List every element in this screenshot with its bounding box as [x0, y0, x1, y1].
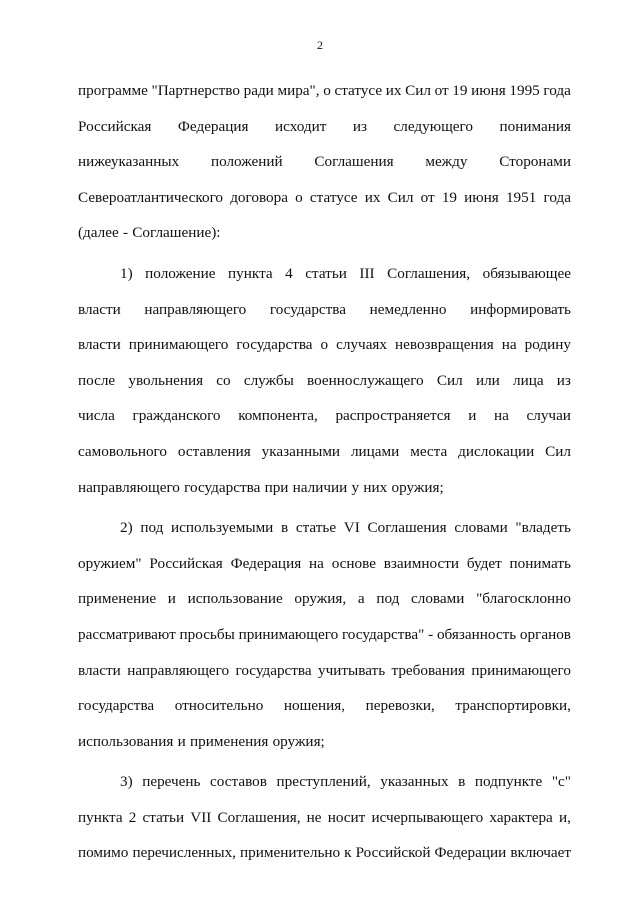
word: составов — [210, 773, 267, 791]
text-line — [78, 256, 571, 292]
word: Сил — [545, 442, 571, 460]
word: характера — [489, 808, 553, 826]
word: о — [320, 336, 329, 354]
word: перевозки, — [365, 697, 435, 715]
text-line — [78, 292, 571, 328]
word: Российской — [355, 844, 431, 862]
text-line — [78, 434, 571, 470]
word: будет — [466, 554, 502, 572]
word: носит — [327, 808, 366, 826]
word: при — [264, 478, 289, 496]
word: понимания — [499, 117, 571, 135]
word: нижеуказанных — [78, 153, 180, 171]
word: власти — [78, 661, 121, 679]
word: года — [543, 188, 571, 206]
word: на — [309, 554, 324, 572]
word: после — [78, 371, 116, 389]
word: государства — [78, 697, 155, 715]
word: перечень — [142, 773, 201, 791]
word: оружия, — [294, 590, 347, 608]
word: принимающего — [471, 661, 571, 679]
word: взаимности — [383, 554, 460, 572]
word: Североатлантического — [78, 188, 224, 206]
word: направляющего — [78, 478, 180, 496]
word: Федерация — [230, 554, 302, 572]
text-line — [78, 144, 571, 180]
word: "с" — [551, 773, 571, 791]
word: применительно — [240, 844, 341, 862]
paragraph-item-2 — [78, 510, 571, 759]
word: статье — [295, 519, 337, 537]
word: Сил — [387, 188, 414, 206]
word: государства — [235, 661, 312, 679]
word: лицами — [350, 442, 400, 460]
text-line — [78, 398, 571, 434]
word: включает — [510, 844, 571, 862]
word: применение — [78, 590, 157, 608]
word: под — [376, 590, 400, 608]
word: учитывать — [318, 661, 386, 679]
word: власти — [78, 300, 121, 318]
word: на — [501, 336, 517, 354]
text-line — [78, 73, 571, 109]
word: статусе — [309, 188, 358, 206]
word: III — [359, 264, 375, 282]
text-line — [78, 764, 571, 800]
word: Российская — [149, 554, 223, 572]
word: распространяется — [335, 407, 451, 425]
word: VII — [190, 808, 212, 826]
word: оружия; — [272, 732, 325, 750]
word: Сил — [405, 82, 431, 99]
word: 2) — [120, 519, 133, 537]
text-line — [78, 800, 571, 836]
word: "Партнерство — [151, 82, 240, 99]
word: немедленно — [369, 300, 447, 318]
word: 19 — [452, 82, 468, 99]
word: военнослужащего — [307, 371, 424, 389]
word: "владеть — [515, 519, 571, 537]
text-line — [78, 835, 571, 871]
word: дислокации — [458, 442, 535, 460]
word: "благосклонно — [476, 590, 571, 608]
word: понимать — [509, 554, 571, 572]
word: обязанность — [436, 625, 517, 643]
word: случаи — [526, 407, 571, 425]
word: о — [295, 188, 303, 206]
word: лица — [513, 371, 544, 389]
text-line — [78, 470, 571, 506]
word: и — [167, 590, 176, 608]
word: самовольного — [78, 442, 168, 460]
word: - — [428, 625, 434, 643]
word: оставления — [177, 442, 251, 460]
word: власти — [78, 336, 121, 354]
word: службы — [243, 371, 294, 389]
word: о — [323, 82, 331, 99]
word: а — [357, 590, 365, 608]
word: Сил — [436, 371, 463, 389]
text-line — [78, 581, 571, 617]
word: следующего — [393, 117, 473, 135]
word: и — [468, 407, 477, 425]
word: преступлений, — [276, 773, 371, 791]
word: или — [475, 371, 500, 389]
word: органов — [519, 625, 571, 643]
word: между — [425, 153, 468, 171]
word: в — [281, 519, 289, 537]
paragraph-item-1 — [78, 256, 571, 505]
word: 1995 — [509, 82, 540, 99]
word: родину — [524, 336, 571, 354]
word: Соглашение): — [132, 224, 221, 242]
word: обязывающее — [482, 264, 571, 282]
word: не — [306, 808, 322, 826]
word: 4 — [285, 264, 293, 282]
word: и, — [558, 808, 571, 826]
text-line — [78, 617, 571, 653]
word: указанных — [380, 773, 449, 791]
word: транспортировки, — [455, 697, 571, 715]
word: помимо — [78, 844, 129, 862]
word: Федерации — [434, 844, 507, 862]
word: программе — [78, 82, 148, 99]
word: случаях — [336, 336, 388, 354]
word: положений — [210, 153, 283, 171]
word: государства" — [341, 625, 425, 643]
word: оружия; — [391, 478, 444, 496]
word: информировать — [470, 300, 571, 318]
word: ради — [243, 82, 274, 99]
word: пункта — [228, 264, 273, 282]
word: словами — [454, 519, 508, 537]
word: используемыми — [171, 519, 274, 537]
word: просьбы — [179, 625, 235, 643]
word: использования — [78, 732, 174, 750]
word: статусе — [334, 82, 383, 99]
word: основе — [331, 554, 376, 572]
word: словами — [411, 590, 465, 608]
word: места — [410, 442, 448, 460]
word: от — [420, 188, 435, 206]
word: июня — [471, 82, 506, 99]
word: от — [434, 82, 449, 99]
word: и — [177, 732, 186, 750]
word: направляющего — [144, 300, 247, 318]
word: принимающего — [128, 336, 229, 354]
word: статьи — [142, 808, 185, 826]
word: их — [385, 82, 402, 99]
word: подпункте — [474, 773, 543, 791]
word: Соглашения — [367, 519, 447, 537]
word: под — [140, 519, 164, 537]
word: требования — [391, 661, 465, 679]
text-line — [78, 363, 571, 399]
word: Соглашения, — [387, 264, 471, 282]
word: - — [122, 224, 129, 242]
word: мира", — [277, 82, 320, 99]
word: 1951 — [505, 188, 537, 206]
word: государства — [269, 300, 347, 318]
word: (далее — [78, 224, 119, 242]
word: статьи — [305, 264, 347, 282]
word: на — [493, 407, 509, 425]
word: указанными — [261, 442, 341, 460]
word: гражданского — [132, 407, 221, 425]
text-line — [78, 109, 571, 145]
text-line — [78, 724, 571, 760]
word: государства — [184, 478, 261, 496]
page-number: 2 — [317, 38, 323, 52]
text-line — [78, 215, 571, 251]
word: них — [363, 478, 388, 496]
word: у — [351, 478, 360, 496]
word: Сторонами — [499, 153, 571, 171]
word: государства — [236, 336, 313, 354]
text-line — [78, 653, 571, 689]
text-line — [78, 327, 571, 363]
word: рассматривают — [78, 625, 176, 643]
word: Соглашения, — [217, 808, 301, 826]
word: Федерация — [177, 117, 249, 135]
word: 3) — [120, 773, 133, 791]
word: принимающего — [238, 625, 339, 643]
word: применения — [190, 732, 269, 750]
word: их — [364, 188, 381, 206]
word: 1) — [120, 264, 133, 282]
word: со — [216, 371, 231, 389]
word: ношения, — [283, 697, 346, 715]
word: исчерпывающего — [371, 808, 484, 826]
word: исходит — [275, 117, 327, 135]
text-line — [78, 546, 571, 582]
word: компонента, — [238, 407, 318, 425]
word: оружием" — [78, 554, 142, 572]
word: из — [352, 117, 368, 135]
word: увольнения — [128, 371, 204, 389]
word: невозвращения — [395, 336, 494, 354]
word: договора — [230, 188, 288, 206]
text-line — [78, 688, 571, 724]
word: из — [556, 371, 571, 389]
word: пункта — [78, 808, 123, 826]
word: относительно — [174, 697, 264, 715]
word: в — [458, 773, 466, 791]
word: положение — [145, 264, 216, 282]
document-body — [78, 73, 571, 871]
paragraph-intro — [78, 73, 571, 251]
text-line — [78, 180, 571, 216]
text-line — [78, 510, 571, 546]
word: 19 — [441, 188, 457, 206]
word: перечисленных, — [132, 844, 236, 862]
word: направляющего — [127, 661, 230, 679]
word: наличии — [292, 478, 348, 496]
paragraph-item-3 — [78, 764, 571, 871]
word: года — [543, 82, 571, 99]
word: Российская — [78, 117, 152, 135]
word: 2 — [128, 808, 137, 826]
word: числа — [78, 407, 115, 425]
word: Соглашения — [314, 153, 394, 171]
word: использование — [187, 590, 283, 608]
word: VI — [343, 519, 360, 537]
word: к — [344, 844, 352, 862]
word: июня — [464, 188, 499, 206]
